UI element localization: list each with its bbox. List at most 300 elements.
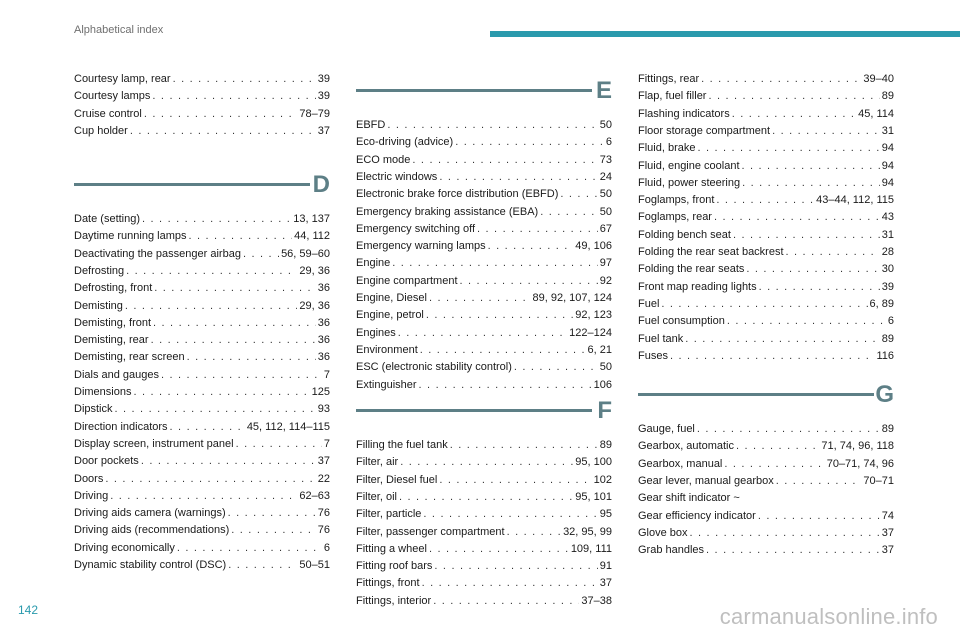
index-page-ref[interactable]: 89 — [881, 423, 894, 435]
index-entry[interactable] — [638, 280, 894, 294]
index-entry[interactable] — [74, 489, 330, 503]
index-page-ref[interactable]: 43 — [881, 211, 894, 224]
index-entry[interactable] — [356, 308, 612, 322]
dot-leader — [724, 457, 824, 471]
dot-leader — [144, 107, 298, 121]
index-entry[interactable] — [74, 523, 330, 537]
index-entry[interactable] — [356, 239, 612, 253]
index-entry[interactable] — [74, 558, 330, 572]
index-term: Filling the fuel tank — [356, 439, 448, 451]
dot-leader — [231, 523, 315, 537]
dot-leader — [423, 507, 597, 521]
index-entry[interactable] — [356, 455, 612, 469]
index-term: Fittings, interior — [356, 594, 432, 607]
dot-leader — [736, 439, 819, 453]
index-entry[interactable] — [74, 281, 330, 295]
section-rule — [638, 393, 874, 396]
dot-leader — [732, 107, 856, 121]
index-term: Floor storage compartment — [638, 124, 771, 137]
index-page-ref[interactable]: 7 — [323, 368, 330, 381]
index-entry[interactable] — [74, 472, 330, 486]
index-entry[interactable] — [356, 170, 612, 184]
dot-leader — [228, 506, 316, 520]
index-term: Deactivating the passenger airbag — [74, 247, 241, 260]
index-page-ref[interactable]: 93 — [317, 403, 330, 416]
dot-leader — [152, 89, 315, 103]
index-term: Driving — [74, 489, 109, 502]
index-term: Defrosting — [74, 264, 125, 277]
index-entry[interactable] — [74, 420, 330, 434]
index-page-ref[interactable]: 31 — [881, 228, 894, 241]
section-heading-g — [638, 380, 894, 410]
index-term: Dimensions — [74, 386, 132, 398]
index-entry[interactable] — [638, 332, 894, 346]
index-entry[interactable] — [356, 222, 612, 236]
dot-leader — [392, 256, 597, 270]
dot-leader — [429, 542, 569, 556]
index-entry[interactable] — [638, 297, 894, 311]
index-page-ref[interactable]: 71, 74, 96, 118 — [821, 440, 894, 453]
index-page-ref[interactable]: 73 — [599, 153, 612, 166]
index-term: Courtesy lamp, rear — [74, 73, 171, 85]
section-heading-f — [356, 396, 612, 426]
index-entry[interactable] — [74, 264, 330, 278]
index-page-ref[interactable]: 50 — [599, 205, 612, 218]
index-page-ref[interactable]: 30 — [881, 263, 894, 276]
dot-leader — [727, 314, 886, 328]
header-title: Alphabetical index — [74, 24, 164, 36]
index-entry[interactable] — [638, 543, 894, 557]
index-entry[interactable] — [638, 124, 894, 138]
index-page-ref[interactable]: 95, 101 — [575, 490, 612, 503]
index-term: Gear lever, manual gearbox — [638, 474, 774, 487]
index-term: Direction indicators — [74, 420, 168, 433]
index-page-ref[interactable]: 49, 106 — [575, 240, 612, 253]
index-entry[interactable] — [356, 291, 612, 305]
index-page-ref[interactable]: 37–38 — [581, 594, 612, 607]
index-page-ref[interactable]: 39 — [317, 73, 330, 85]
index-page-ref[interactable]: 76 — [317, 524, 330, 537]
index-term: Folding the rear seats — [638, 263, 745, 276]
dot-leader — [697, 422, 880, 436]
index-entry[interactable] — [356, 274, 612, 288]
index-entry[interactable] — [356, 438, 612, 452]
index-page-ref[interactable]: 43–44, 112, 115 — [816, 194, 894, 207]
index-term: Filter, oil — [356, 490, 397, 503]
index-page-ref[interactable]: 36 — [317, 351, 330, 364]
index-term: Display screen, instrument panel — [74, 437, 234, 450]
index-entry[interactable] — [74, 350, 330, 364]
index-entry[interactable] — [74, 89, 330, 103]
index-page-ref[interactable]: 29, 36 — [299, 264, 330, 277]
index-term: Electric windows — [356, 170, 438, 183]
index-term: Glove box — [638, 526, 688, 539]
dot-leader — [433, 594, 579, 608]
dot-leader — [170, 420, 245, 434]
index-page-ref[interactable]: 44, 112 — [294, 230, 330, 243]
index-term: Gear shift indicator ~ — [638, 492, 740, 505]
index-entry[interactable] — [74, 107, 330, 121]
index-entry[interactable] — [638, 141, 894, 155]
index-entry[interactable] — [74, 229, 330, 243]
dot-leader — [115, 402, 316, 416]
index-page-ref[interactable]: 89, 92, 107, 124 — [532, 292, 612, 304]
index-term: Gauge, fuel — [638, 423, 695, 435]
index-entry[interactable] — [638, 176, 894, 190]
dot-leader — [455, 135, 604, 149]
index-page-ref[interactable]: 13, 137 — [293, 213, 330, 225]
index-entry[interactable] — [638, 491, 894, 505]
dot-leader — [130, 124, 316, 138]
section-rule — [356, 89, 592, 92]
dot-leader — [514, 360, 598, 374]
index-entry[interactable] — [356, 559, 612, 573]
dot-leader — [460, 274, 598, 288]
dot-leader — [746, 262, 879, 276]
index-page-ref[interactable]: 45, 112, 114–115 — [246, 420, 330, 433]
index-entry[interactable] — [356, 256, 612, 270]
dot-leader — [759, 280, 880, 294]
index-entry[interactable] — [638, 526, 894, 540]
index-term: Doors — [74, 472, 104, 485]
index-page-ref[interactable]: 7 — [323, 437, 330, 450]
index-entry[interactable] — [74, 333, 330, 347]
index-page-ref[interactable]: 24 — [599, 170, 612, 183]
index-entry[interactable] — [356, 343, 612, 357]
index-term: Dials and gauges — [74, 368, 160, 381]
index-term: Filter, Diesel fuel — [356, 473, 438, 486]
index-page-ref[interactable]: 37 — [317, 124, 330, 137]
dot-leader — [714, 210, 880, 224]
index-page-ref[interactable]: 70–71, 74, 96 — [826, 457, 894, 470]
index-entry[interactable] — [638, 89, 894, 103]
index-entry[interactable] — [638, 422, 894, 436]
index-page-ref[interactable]: 6, 21 — [587, 343, 612, 356]
dot-leader — [422, 576, 598, 590]
dot-leader — [716, 193, 814, 207]
index-term: Engine compartment — [356, 274, 458, 287]
index-term: Eco-driving (advice) — [356, 136, 454, 149]
index-term: Fluid, engine coolant — [638, 159, 740, 172]
index-page-ref[interactable]: 109, 111 — [570, 542, 612, 555]
header-accent-bar — [490, 31, 960, 37]
dot-leader — [439, 170, 597, 184]
index-page-ref[interactable]: 6 — [605, 136, 612, 149]
index-page-ref[interactable]: 6 — [887, 315, 894, 328]
index-term: Folding the rear seat backrest — [638, 246, 784, 258]
index-page-ref[interactable]: 50–51 — [299, 559, 330, 571]
index-entry[interactable] — [638, 474, 894, 488]
dot-leader — [661, 297, 867, 311]
index-page-ref[interactable]: 56, 59–60 — [281, 247, 330, 260]
index-page-ref[interactable]: 36 — [317, 282, 330, 295]
index-page-ref[interactable]: 29, 36 — [299, 299, 330, 312]
dot-leader — [434, 559, 597, 573]
index-entry[interactable] — [356, 326, 612, 340]
index-term: Front map reading lights — [638, 280, 757, 293]
index-page-ref[interactable]: 36 — [317, 334, 330, 347]
dot-leader — [426, 308, 573, 322]
dot-leader — [776, 474, 862, 488]
section-heading-d — [74, 170, 330, 200]
index-entry[interactable] — [356, 594, 612, 608]
dot-leader — [399, 490, 573, 504]
index-page-ref[interactable]: 32, 95, 99 — [563, 525, 612, 538]
section-letter: D — [312, 171, 330, 198]
index-term: Flashing indicators — [638, 107, 730, 120]
index-page-ref[interactable]: 50 — [599, 119, 612, 131]
index-term: Daytime running lamps — [74, 230, 187, 243]
dot-leader — [742, 159, 880, 173]
index-term: Engine, petrol — [356, 309, 424, 322]
index-term: Driving economically — [74, 541, 175, 554]
index-page-ref[interactable]: 97 — [599, 257, 612, 270]
index-term: ECO mode — [356, 153, 411, 166]
dot-leader — [670, 349, 874, 363]
index-term: Grab handles — [638, 544, 705, 557]
index-term: Folding bench seat — [638, 228, 731, 241]
index-entry[interactable] — [74, 454, 330, 468]
index-page-ref[interactable]: 39 — [881, 280, 894, 293]
index-term: Foglamps, rear — [638, 211, 712, 224]
index-term: Fitting a wheel — [356, 542, 427, 555]
index-term: Demisting, rear — [74, 334, 149, 347]
dot-leader — [772, 124, 880, 138]
index-page-ref[interactable]: 91 — [599, 560, 612, 573]
index-page-ref[interactable]: 22 — [317, 472, 330, 485]
index-page-ref[interactable]: 37 — [881, 526, 894, 539]
index-entry[interactable] — [638, 193, 894, 207]
index-page-ref[interactable]: 50 — [599, 188, 612, 201]
index-term: Defrosting, front — [74, 282, 153, 295]
index-page-ref[interactable]: 70–71 — [863, 474, 894, 487]
index-entry[interactable] — [74, 316, 330, 330]
section-rule — [356, 409, 592, 412]
index-entry[interactable] — [356, 507, 612, 521]
index-page-ref[interactable]: 122–124 — [569, 326, 612, 339]
index-entry[interactable] — [356, 576, 612, 590]
index-page-ref[interactable]: 67 — [599, 222, 612, 235]
dot-leader — [142, 212, 291, 226]
index-term: Filter, passenger compartment — [356, 525, 505, 538]
dot-leader — [398, 326, 567, 340]
index-term: Electronic brake force distribution (EBFD) — [356, 188, 559, 201]
index-term: Demisting, rear screen — [74, 351, 185, 364]
index-term: Fuel consumption — [638, 315, 725, 328]
section-letter: G — [875, 381, 894, 408]
index-entry[interactable] — [356, 118, 612, 132]
dot-leader — [228, 558, 297, 572]
section-letter: F — [597, 397, 612, 424]
index-entry[interactable] — [638, 72, 894, 86]
index-entry[interactable] — [638, 245, 894, 259]
index-term: Emergency warning lamps — [356, 240, 486, 253]
index-page-ref[interactable]: 78–79 — [299, 107, 330, 120]
index-page-ref[interactable]: 94 — [881, 142, 894, 155]
index-page-ref[interactable]: 37 — [317, 455, 330, 468]
index-page-ref[interactable]: 37 — [881, 544, 894, 557]
index-page-ref[interactable]: 95 — [599, 508, 612, 521]
index-entry[interactable] — [638, 228, 894, 242]
index-page-ref[interactable]: 37 — [599, 577, 612, 590]
dot-leader — [187, 350, 316, 364]
index-entry[interactable] — [638, 439, 894, 453]
index-entry[interactable] — [74, 368, 330, 382]
index-page-ref[interactable]: 36 — [317, 316, 330, 329]
index-entry[interactable] — [74, 437, 330, 451]
index-page-ref[interactable]: 50 — [599, 361, 612, 374]
dot-leader — [685, 332, 880, 346]
index-term: Filter, air — [356, 456, 399, 469]
index-page-ref[interactable]: 45, 114 — [858, 107, 894, 120]
index-term: Cup holder — [74, 124, 128, 137]
index-page-ref[interactable]: 62–63 — [299, 489, 330, 502]
dot-leader — [733, 228, 880, 242]
index-page-ref[interactable]: 76 — [317, 507, 330, 520]
dot-leader — [742, 176, 880, 190]
index-term: ESC (electronic stability control) — [356, 361, 512, 374]
index-page-ref[interactable]: 102 — [593, 473, 612, 486]
dot-leader — [133, 385, 309, 399]
dot-leader — [429, 291, 531, 305]
index-entry[interactable] — [638, 107, 894, 121]
index-entry[interactable] — [356, 525, 612, 539]
index-term: Fluid, brake — [638, 142, 696, 155]
dot-leader — [387, 118, 597, 132]
index-page-ref[interactable]: 125 — [311, 386, 330, 398]
index-term: Dynamic stability control (DSC) — [74, 559, 227, 571]
dot-leader — [488, 239, 574, 253]
index-term: Courtesy lamps — [74, 90, 151, 103]
index-entry[interactable] — [356, 135, 612, 149]
index-entry[interactable] — [356, 378, 612, 392]
dot-leader — [697, 141, 879, 155]
dot-leader — [412, 153, 597, 167]
index-term: Fluid, power steering — [638, 176, 741, 189]
index-entry[interactable] — [638, 210, 894, 224]
index-term: Fittings, rear — [638, 73, 700, 85]
dot-leader — [477, 222, 598, 236]
index-term: Demisting, front — [74, 316, 152, 329]
index-page-ref[interactable]: 92 — [599, 274, 612, 287]
index-entry[interactable] — [74, 506, 330, 520]
index-entry[interactable] — [356, 360, 612, 374]
section-letter: E — [595, 77, 612, 104]
index-page-ref[interactable]: 89 — [599, 439, 612, 451]
index-page-ref[interactable]: 116 — [876, 349, 894, 362]
dot-leader — [786, 245, 880, 259]
index-page-ref[interactable]: 31 — [881, 124, 894, 137]
index-term: Demisting — [74, 299, 123, 312]
index-entry[interactable] — [74, 124, 330, 138]
index-page-ref[interactable]: 39–40 — [863, 73, 894, 85]
index-term: Gearbox, automatic — [638, 440, 734, 453]
index-entry[interactable] — [356, 205, 612, 219]
index-term: Gearbox, manual — [638, 457, 723, 470]
index-entry[interactable] — [638, 457, 894, 471]
index-entry[interactable] — [356, 187, 612, 201]
dot-leader — [126, 264, 297, 278]
index-term: Fittings, front — [356, 577, 420, 590]
dot-leader — [110, 489, 297, 503]
index-term: Filter, particle — [356, 508, 422, 521]
index-term: Date (setting) — [74, 213, 141, 225]
index-entry[interactable] — [74, 247, 330, 261]
dot-leader — [690, 526, 880, 540]
index-entry[interactable] — [74, 541, 330, 555]
index-page-ref[interactable]: 89 — [881, 90, 894, 103]
index-term: Engines — [356, 326, 396, 339]
index-page-ref[interactable]: 89 — [881, 332, 894, 345]
index-term: Dipstick — [74, 403, 113, 416]
dot-leader — [758, 509, 880, 523]
index-entry[interactable] — [74, 385, 330, 399]
dot-leader — [243, 247, 279, 261]
index-page-ref[interactable]: 94 — [881, 176, 894, 189]
index-page-ref[interactable]: 94 — [881, 159, 894, 172]
index-page-ref[interactable]: 6 — [323, 541, 330, 554]
index-page-ref[interactable]: 95, 100 — [575, 456, 612, 469]
dot-leader — [173, 72, 316, 86]
dot-leader — [439, 473, 591, 487]
index-entry[interactable] — [74, 72, 330, 86]
index-term: Door pockets — [74, 455, 139, 468]
index-entry[interactable] — [356, 473, 612, 487]
index-term: Fuel tank — [638, 332, 684, 345]
index-entry[interactable] — [638, 314, 894, 328]
index-page-ref[interactable]: 106 — [593, 378, 612, 391]
index-term: Fitting roof bars — [356, 560, 433, 573]
dot-leader — [400, 455, 573, 469]
index-page-ref[interactable]: 28 — [881, 246, 894, 258]
dot-leader — [153, 316, 316, 330]
index-entry[interactable] — [638, 509, 894, 523]
index-term: Gear efficiency indicator — [638, 509, 756, 522]
index-page-ref[interactable]: 74 — [881, 509, 894, 522]
index-entry[interactable] — [638, 159, 894, 173]
index-term: Fuel — [638, 297, 660, 310]
dot-leader — [177, 541, 322, 555]
dot-leader — [236, 437, 322, 451]
index-page-ref[interactable]: 39 — [317, 90, 330, 103]
index-entry[interactable] — [638, 349, 894, 363]
index-entry[interactable] — [356, 490, 612, 504]
index-term: Extinguisher — [356, 378, 417, 391]
dot-leader — [419, 378, 592, 392]
index-term: Foglamps, front — [638, 194, 715, 207]
index-entry[interactable] — [74, 402, 330, 416]
index-term: Fuses — [638, 349, 668, 362]
index-entry[interactable] — [356, 542, 612, 556]
index-page-ref[interactable]: 92, 123 — [575, 309, 612, 322]
dot-leader — [560, 187, 597, 201]
index-term: Driving aids camera (warnings) — [74, 507, 226, 520]
index-entry[interactable] — [638, 262, 894, 276]
dot-leader — [125, 299, 298, 313]
dot-leader — [189, 229, 293, 243]
index-entry[interactable] — [74, 212, 330, 226]
index-entry[interactable] — [356, 153, 612, 167]
dot-leader — [161, 368, 322, 382]
index-entry[interactable] — [74, 299, 330, 313]
dot-leader — [105, 472, 315, 486]
page-number: 142 — [18, 603, 39, 617]
dot-leader — [701, 72, 861, 86]
index-page-ref[interactable]: 6, 89 — [869, 297, 894, 310]
index-term: Emergency braking assistance (EBA) — [356, 205, 539, 218]
dot-leader — [450, 438, 598, 452]
index-term: EBFD — [356, 119, 386, 131]
